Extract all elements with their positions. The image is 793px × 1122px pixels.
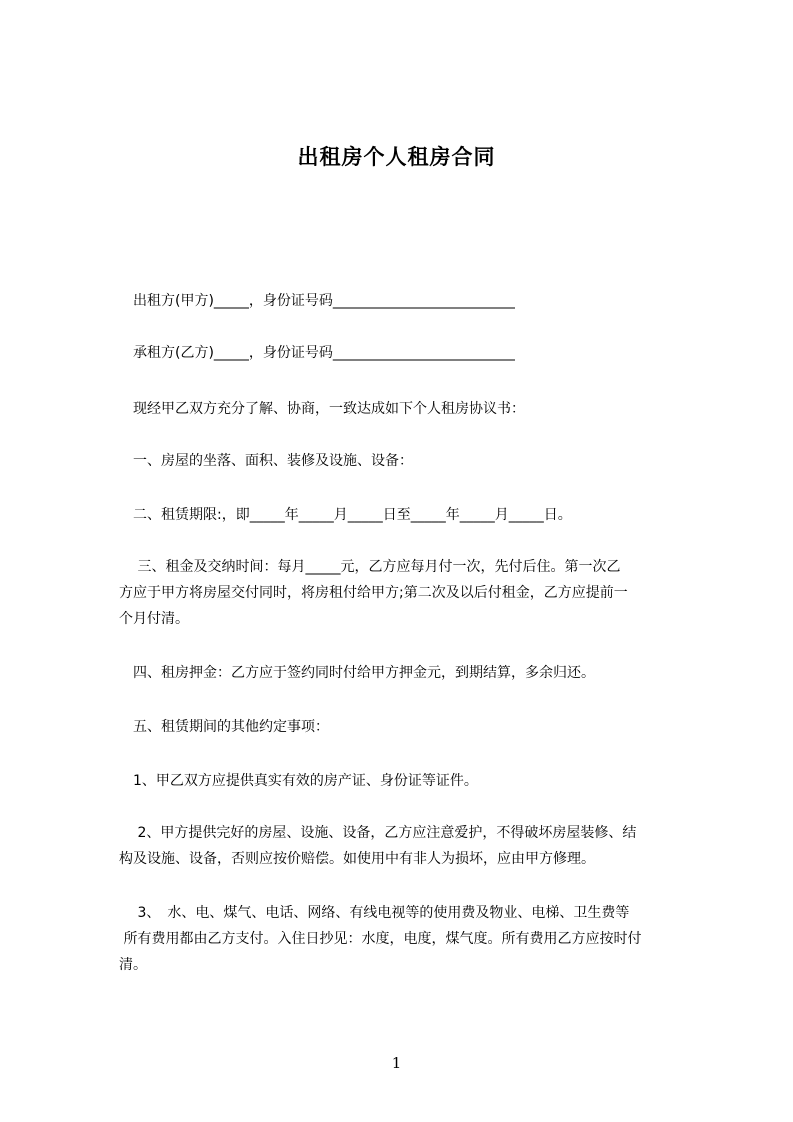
item-1: 1、甲乙双方应提供真实有效的房产证、身份证等证件。 [105,773,478,789]
item-3-line-2: 所有费用都由乙方支付。入住日抄见：水度，电度，煤气度。所有费用乙方应按时付 [105,931,642,947]
clause-4: 四、租房押金：乙方应于签约同时付给甲方押金元，到期结算，多余归还。 [105,665,595,681]
clause-2: 二、租赁期限:，即_____年_____月_____日至_____年_____月_____日。 [105,507,572,523]
page-number: 1 [391,1054,402,1072]
clause-3-line-1: 三、租金及交纳时间：每月_____元，乙方应每月付一次，先付后住。第一次乙 [105,559,621,575]
lessee-line: 承租方(乙方)_____，身份证号码__________________________ [105,345,515,361]
clause-3-line-2: 方应于甲方将房屋交付同时，将房租付给甲方;第二次及以后付租金，乙方应提前一 [105,585,628,601]
item-3 [105,900,715,978]
clause-3 [105,554,715,632]
item-2-line-1: 2、甲方提供完好的房屋、设施、设备，乙方应注意爱护，不得破坏房屋装修、结 [105,825,637,841]
clause-1: 一、房屋的坐落、面积、装修及设施、设备： [105,453,413,469]
item-3-line-1: 3、 水、电、煤气、电话、网络、有线电视等的使用费及物业、电梯、卫生费等 [105,905,630,921]
clause-3-line-3: 个月付清。 [105,611,189,627]
lessor-line: 出租方(甲方)_____，身份证号码__________________________ [105,293,515,309]
document-title: 出租房个人租房合同 [297,145,496,169]
item-2 [105,820,715,872]
item-3-line-3: 清。 [105,957,147,973]
item-2-line-2: 构及设施、设备，否则应按价赔偿。如使用中有非人为损坏，应由甲方修理。 [105,851,595,867]
clause-5: 五、租赁期间的其他约定事项： [105,719,329,735]
intro-paragraph: 现经甲乙双方充分了解、协商，一致达成如下个人租房协议书： [105,401,525,417]
